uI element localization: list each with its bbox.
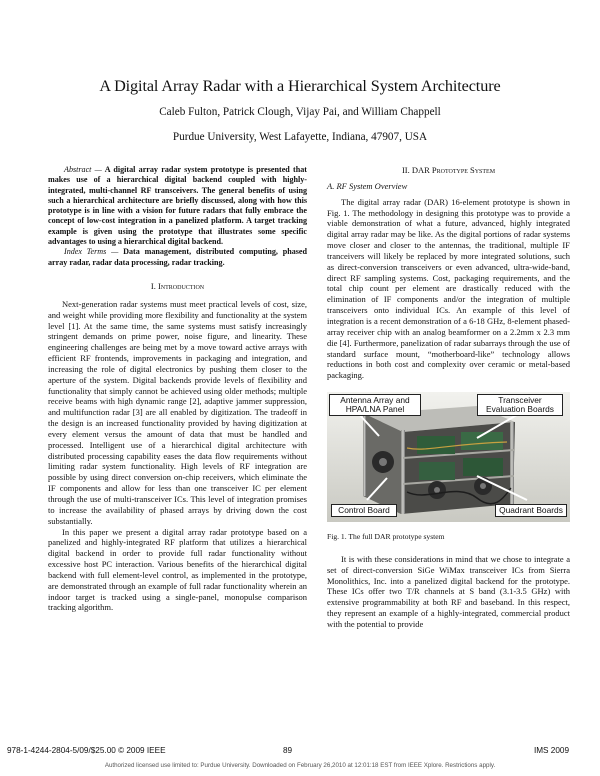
index-terms-label: Index Terms —: [64, 247, 119, 257]
rf-paragraph-2: It is with these considerations in mind that we chose to integrate a set of direct-conversion SiGe WiMax transceiver ICs from Sierra Monolithics, Inc. into a panelized digital backend for the prototype. These ICs offer two T/R channels at S band (3.1-3.5 GHz) with extensive programmability at both RF and baseband. In this respect, they represent an example of a highly-integrated, commercial product with the potential to provide: [327, 553, 570, 629]
footer-conference: IMS 2009: [533, 746, 569, 755]
index-terms: [48, 247, 307, 268]
intro-paragraph-1: Next-generation radar systems must meet practical levels of cost, size, and weight while providing more flexibility and functionality at the system level [1]. At the same time, the same systems must satisfy increasingly stringent demands on prime power, noise figure, and linearity. These engineering challenges are being met by a move toward active arrays with efficient RF frontends, improvements in packaging and integration, and increasing the role of digital electronics by pushing them closer to the aperture of the system. Digital backends provide levels of flexibility and functionality that simply cannot be achieved using older methods; multiple receive beams with high dynamic range [2], adaptive jammer suppression, and multifunction radar [3] are all enabled by digitization. The tradeoff in the design is an increased functionality provided by having digitization at every element versus the amount of data that must be handled and processed. Intelligent use of a hierarchical digital architecture with distributed processing capability eases the data flow requirements without limiting radar system functionality. High levels of RF integration are possible by using direct conversion on-chip receivers, which eliminate the IF components and allow for less than one transceiver IC per element through the use of multi-transceiver ICs. This level of integration promises to increase the availability of phased arrays by driving down the cost substantially.: [48, 298, 307, 526]
paper-title: A Digital Array Radar with a Hierarchical System Architecture: [99, 77, 501, 95]
abstract: [48, 165, 307, 247]
footer-copyright: 978-1-4244-2804-5/09/$25.00 © 2009 IEEE: [7, 746, 166, 755]
label-antenna-array: Antenna Array and HPA/LNA Panel: [329, 394, 421, 416]
subsection-heading-rf: A. RF System Overview: [327, 180, 408, 191]
license-notice: Authorized licensed use limited to: Purdue University. Downloaded on February 26,2010 at 12:01:18 EST from IEEE Xplore. Restrictions apply.: [104, 762, 496, 769]
page-number: 89: [283, 746, 293, 755]
affiliation: Purdue University, West Lafayette, Indiana, 47907, USA: [172, 131, 428, 143]
rf-paragraph-1: The digital array radar (DAR) 16-element prototype is shown in Fig. 1. The methodology in designing this prototype was to provide a viable demonstration of what a future, advanced, highly integrated digital array radar may be like. As the digital portions of radar systems move closer and closer to the antennas, the traditional, multiple IF tranceivers will likely be replaced by more integrated solutions, such as direct-conversion transceivers or even advanced, ultra-wide-band, direct RF sampling systems. Cost, packaging requirements, and the total chip count per element are drastically reduced with the elimination of IF components and/or the integration of multiple transceivers onto individual ICs. An example of this level of integration is a recent demonstration of a 6-18 GHz, 8-element phased-array receiver chip with an analog beamformer on a 2.2mm x 2.3 mm die [4]. Furthermore, panelization of radar subarrays through the use of standard surface mount, “motherboard-like” technology allows reductions in both cost and complexity over ceramic or metal-based packaging.: [327, 196, 570, 381]
figure-dar-prototype: [327, 392, 570, 522]
abstract-label: Abstract —: [64, 165, 102, 174]
figure-caption: Fig. 1. The full DAR prototype system: [327, 532, 445, 542]
section-heading-introduction: I. Introduction: [150, 280, 205, 291]
label-control-board: Control Board: [331, 504, 397, 517]
index-terms-text: Data management, distributed computing, phased array radar, radar data processing, radar tracking.: [48, 247, 307, 267]
author-list: Caleb Fulton, Patrick Clough, Vijay Pai, and William Chappell: [159, 106, 441, 118]
intro-paragraph-2: In this paper we present a digital array radar prototype based on a panelized and highly-integrated RF platform that utilizes a hierarchical digital backend in order to provide full radar functionality without excessive host PC interaction. Various benefits of the hierarchical digital backend with full element-level control, as implemented in the prototype, are demonstrated through an example of full radar functionality wherein an indoor target is tracked using a single-panel, monopulse comparison tracking algorithm.: [48, 526, 307, 613]
right-column: [327, 165, 570, 630]
left-column: [48, 165, 307, 613]
abstract-text: A digital array radar system prototype is presented that makes use of a hierarchical digital backend coupled with highly-integrated, multi-channel RF transceivers. The general benefits of using such a hierarchical architecture are briefly discussed, along with how this prototype is in line with a vision for future radars that fully embrace the concept of low-cost integration in a panelized platform. A target tracking example is given using the prototype that illustrates some specific advantages to using a hierarchical digital backend.: [48, 165, 307, 247]
label-transceiver-boards: Transceiver Evaluation Boards: [477, 394, 563, 416]
section-heading-dar: II. DAR Prototype System: [401, 165, 496, 175]
label-quadrant-boards: Quadrant Boards: [495, 504, 567, 517]
